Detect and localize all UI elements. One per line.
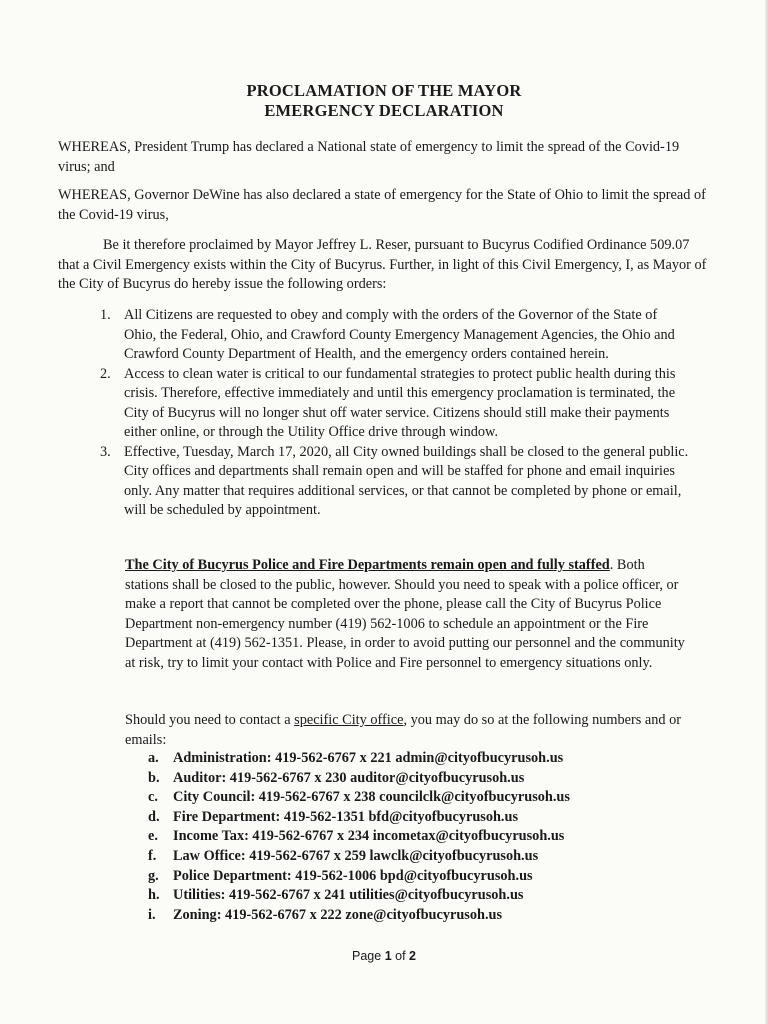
contact-text: Utilities: 419-562-6767 x 241 utilities@cityofbucyrusoh.us <box>173 887 524 904</box>
contact-text: Law Office: 419-562-6767 x 259 lawclk@cityofbucyrusoh.us <box>173 847 539 864</box>
police-fire-heading: The City of Bucyrus Police and Fire Departments remain open and fully staffed <box>125 557 610 573</box>
page-footer <box>0 949 768 963</box>
contact-item <box>148 808 570 828</box>
order-text: All Citizens are requested to obey and comply with the orders of the Governor of the State of Ohio, the Federal, Ohio, and Crawford County Emergency Management Agencies, the Ohio and Crawford County Department of Health, and the emergency orders contained herein. <box>124 307 675 362</box>
contact-item <box>148 847 570 867</box>
contact-text: Fire Department: 419-562-1351 bfd@cityofbucyrusoh.us <box>173 808 519 825</box>
contact-letter: g. <box>148 867 159 884</box>
proclamation-paragraph: Be it therefore proclaimed by Mayor Jeffrey L. Reser, pursuant to Bucyrus Codified Ordinance 509.07 that a Civil Emergency exists within the City of Bucyrus. Further, in light of this Civil Emergency, I, as Mayor of the City of Bucyrus do hereby issue the following orders: <box>58 237 707 292</box>
contact-letter: a. <box>148 750 159 766</box>
contacts-list <box>148 749 570 925</box>
orders-list <box>100 306 690 521</box>
whereas-paragraph-1: WHEREAS, President Trump has declared a National state of emergency to limit the spread of the Covid-19 virus; and <box>58 139 680 175</box>
document-title-line2: EMERGENCY DECLARATION <box>264 101 504 120</box>
contact-item <box>148 906 570 926</box>
police-fire-paragraph <box>125 556 685 673</box>
contact-text: City Council: 419-562-6767 x 238 councilclk@cityofbucyrusoh.us <box>173 789 570 806</box>
contact-text: Auditor: 419-562-6767 x 230 auditor@cityofbucyrusoh.us <box>173 769 525 786</box>
contact-letter: h. <box>148 887 160 904</box>
contact-item <box>148 867 570 887</box>
contact-item <box>148 886 570 906</box>
contact-text: Police Department: 419-562-1006 bpd@cityofbucyrusoh.us <box>173 867 533 884</box>
page-total: 2 <box>409 949 416 963</box>
contact-item <box>148 827 570 847</box>
contact-intro-post: , you may do so at the following numbers and or emails: <box>125 712 682 748</box>
order-item <box>100 306 690 365</box>
police-fire-body: . Both stations shall be closed to the public, however. Should you need to speak with a police officer, or make a report that cannot be completed over the phone, please call the City of Bucyrus Police Department non-emergency number (419) 562-1006 to schedule an appointment or the Fire Department at (419) 562-1351. Please, in order to avoid putting our personnel and the community at risk, try to limit your contact with Police and Fire personnel to emergency situations only. <box>125 557 685 671</box>
order-text: Effective, Tuesday, March 17, 2020, all City owned buildings shall be closed to the general public. City offices and departments shall remain open and will be staffed for phone and email inquiries only. Any matter that requires additional services, or that cannot be completed by phone or email, will be scheduled by appointment. <box>124 443 689 518</box>
specific-city-office-text: specific City office <box>294 712 404 728</box>
order-number: 2. <box>100 365 111 382</box>
contact-intro <box>125 711 685 750</box>
order-number: 1. <box>100 307 111 323</box>
contact-letter: d. <box>148 808 160 825</box>
contact-text: Administration: 419-562-6767 x 221 admin@cityofbucyrusoh.us <box>173 750 564 766</box>
order-text: Access to clean water is critical to our fundamental strategies to protect public health during this crisis. Therefore, effective immediately and until this emergency proclamation is terminated, the City of Bucyrus will no longer shut off water service. Citizens should still make their payments either online, or through the Utility Office drive through window. <box>124 365 676 440</box>
contact-letter: b. <box>148 769 160 786</box>
contact-letter: f. <box>148 847 157 864</box>
order-number: 3. <box>100 443 111 460</box>
contact-letter: e. <box>148 828 158 845</box>
page-current: 1 <box>384 949 392 963</box>
contact-text: Income Tax: 419-562-6767 x 234 incometax@cityofbucyrusoh.us <box>173 828 565 845</box>
contact-item <box>148 749 570 769</box>
order-item <box>100 365 690 443</box>
contact-text: Zoning: 419-562-6767 x 222 zone@cityofbucyrusoh.us <box>173 906 503 923</box>
contact-item <box>148 788 570 808</box>
page-word: Page <box>352 949 382 963</box>
page-of-word: of <box>395 949 406 963</box>
order-item <box>100 443 690 521</box>
document-title-line1: PROCLAMATION OF THE MAYOR <box>246 81 522 100</box>
contact-intro-pre: Should you need to contact a <box>125 712 295 728</box>
whereas-paragraph-2: WHEREAS, Governor DeWine has also declared a state of emergency for the State of Ohio to limit the spread of the Covid-19 virus, <box>58 187 706 223</box>
contact-letter: c. <box>148 789 158 806</box>
contact-item <box>148 769 570 789</box>
contact-letter: i. <box>148 906 156 923</box>
